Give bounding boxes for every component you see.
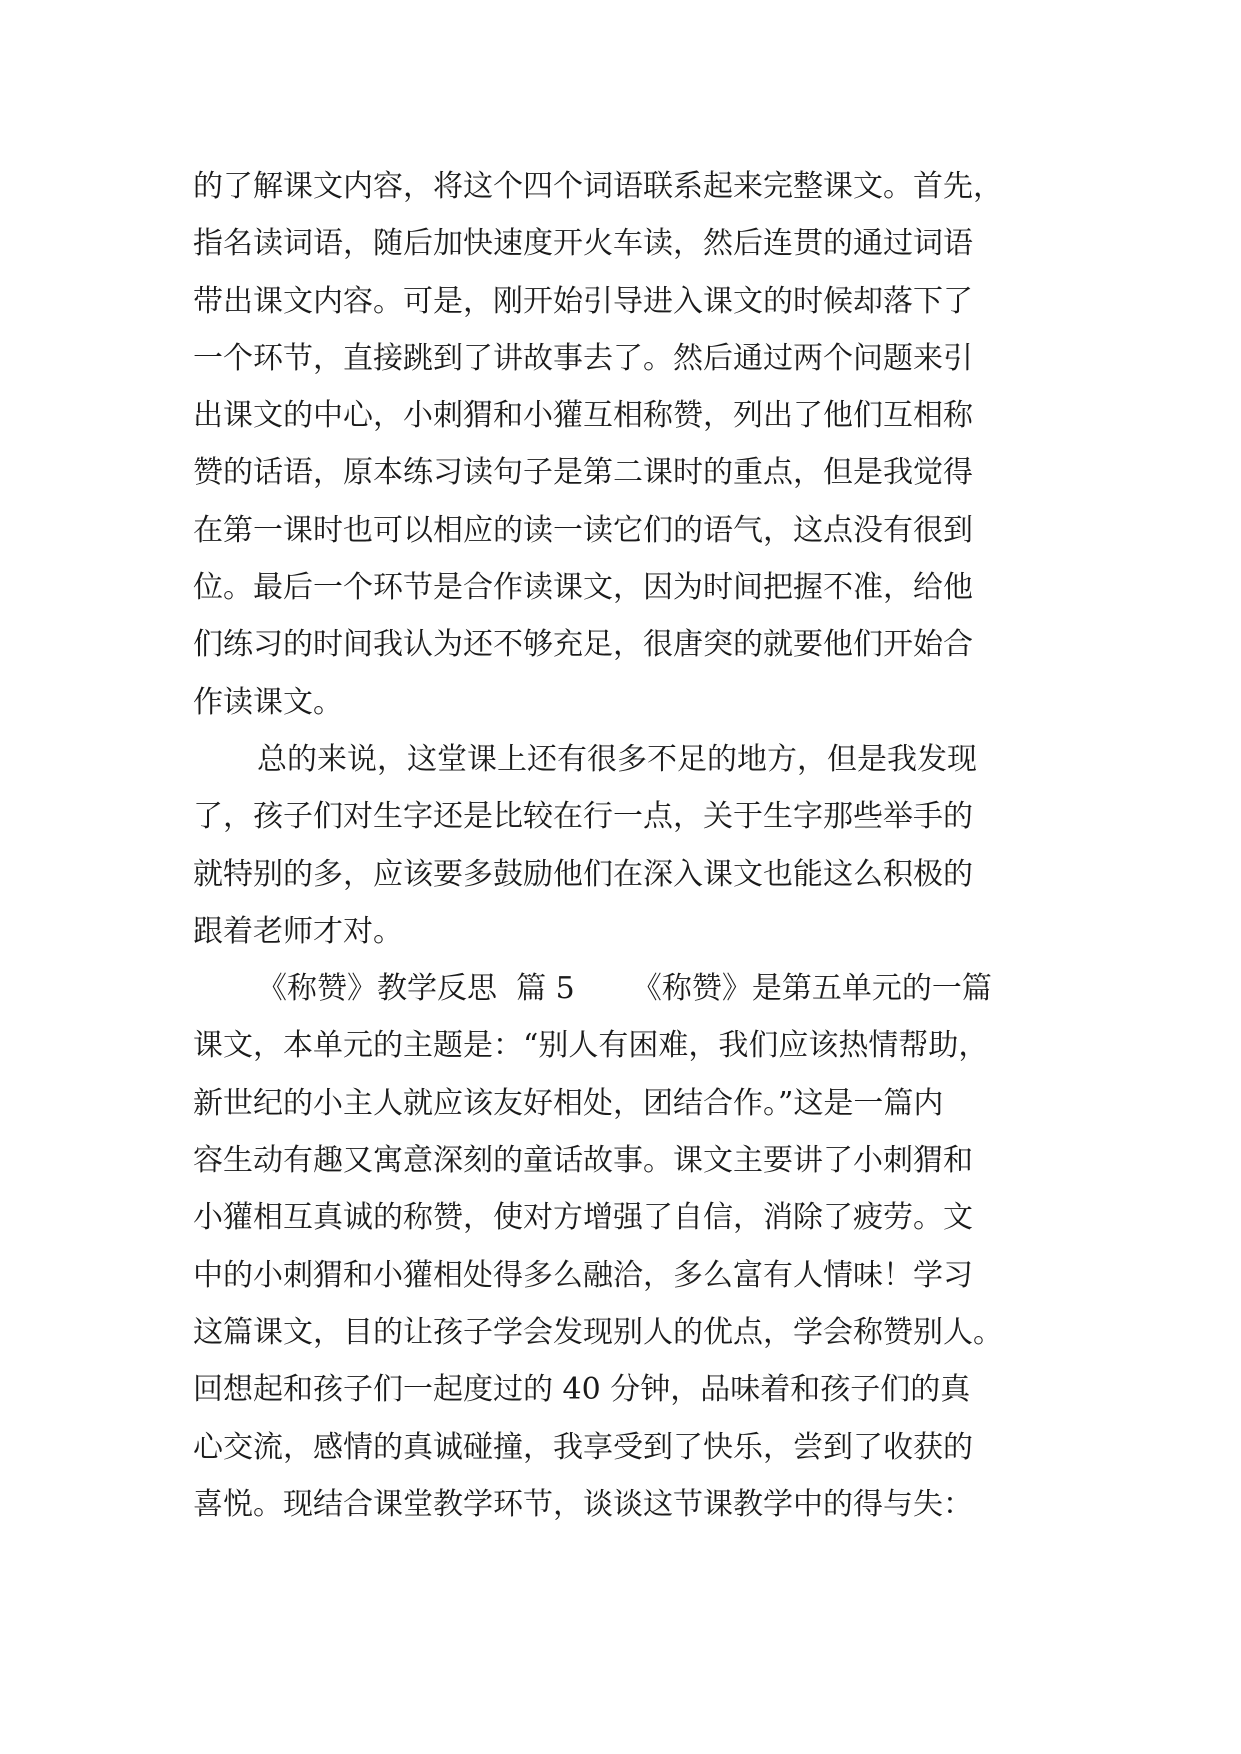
section-heading-line: 《称赞》教学反思 篇 5 《称赞》是第五单元的一篇 <box>257 971 992 1007</box>
text-line: 指名读词语，随后加快速度开火车读，然后连贯的通过词语 <box>193 226 973 262</box>
text-line: 一个环节，直接跳到了讲故事去了。然后通过两个问题来引 <box>193 340 973 376</box>
text-line: 课文，本单元的主题是：“别人有困难，我们应该热情帮助， <box>193 1028 989 1064</box>
text-line: 们练习的时间我认为还不够充足，很唐突的就要他们开始合 <box>193 627 973 663</box>
text-line: 位。最后一个环节是合作读课文，因为时间把握不准，给他 <box>193 570 973 606</box>
text-line: 在第一课时也可以相应的读一读它们的语气，这点没有很到 <box>193 512 973 548</box>
body-text <box>193 158 1053 1533</box>
text-line: 赞的话语，原本练习读句子是第二课时的重点，但是我觉得 <box>193 455 973 491</box>
text-line: 带出课文内容。可是，刚开始引导进入课文的时候却落下了 <box>193 283 973 319</box>
text-line: 容生动有趣又寓意深刻的童话故事。课文主要讲了小刺猬和 <box>193 1143 973 1179</box>
text-line: 这篇课文，目的让孩子学会发现别人的优点，学会称赞别人。 <box>193 1314 1003 1350</box>
text-line: 作读课文。 <box>193 684 343 720</box>
text-line: 跟着老师才对。 <box>193 913 403 949</box>
text-line: 回想起和孩子们一起度过的 40 分钟，品味着和孩子们的真 <box>193 1372 971 1408</box>
text-line: 出课文的中心，小刺猬和小獾互相称赞，列出了他们互相称 <box>193 398 973 434</box>
text-line: 了，孩子们对生字还是比较在行一点，关于生字那些举手的 <box>193 799 973 835</box>
text-line: 小獾相互真诚的称赞，使对方增强了自信，消除了疲劳。文 <box>193 1200 973 1236</box>
text-line: 新世纪的小主人就应该友好相处，团结合作。”这是一篇内 <box>193 1085 944 1121</box>
text-line: 就特别的多，应该要多鼓励他们在深入课文也能这么积极的 <box>193 856 973 892</box>
text-line: 喜悦。现结合课堂教学环节，谈谈这节课教学中的得与失： <box>193 1486 973 1522</box>
text-line: 的了解课文内容，将这个四个词语联系起来完整课文。首先， <box>193 169 1003 204</box>
text-line: 心交流，感情的真诚碰撞，我享受到了快乐，尝到了收获的 <box>193 1429 973 1465</box>
text-line: 中的小刺猬和小獾相处得多么融洽，多么富有人情味！学习 <box>193 1257 973 1293</box>
paragraph-first-line: 总的来说，这堂课上还有很多不足的地方，但是我发现 <box>257 741 977 777</box>
